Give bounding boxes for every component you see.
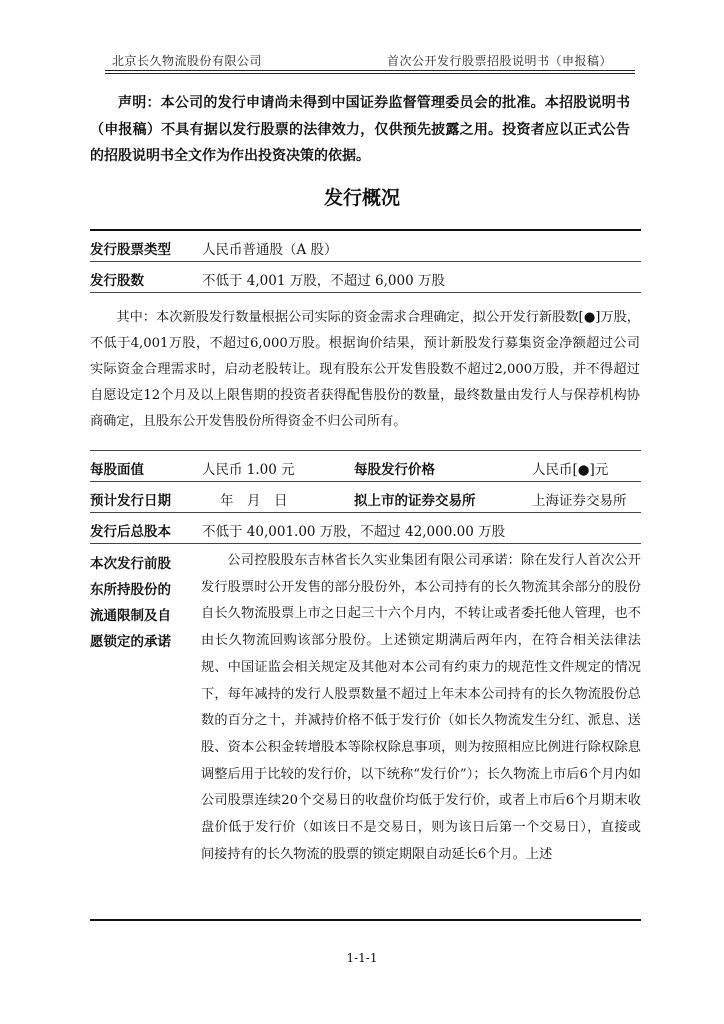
row-divider: [90, 292, 641, 293]
issue-price-value: 人民币[●]元: [532, 462, 609, 478]
lockup-label-line: 流通限制及自: [90, 608, 171, 624]
lockup-label-line: 愿锁定的承诺: [90, 634, 171, 650]
table-bottom-rule: [90, 919, 641, 921]
lockup-label-line: 本次发行前股: [90, 556, 171, 572]
row-divider: [90, 512, 641, 513]
row-divider: [90, 261, 641, 262]
share-count-note: 其中：本次新股发行数量根据公司实际的资金需求合理确定，拟公开发行新股数[●]万股，不低于4,001万股，不超过6,000万股。根据询价结果，预计新股发行募集资金净额超过公司实际资金合理需求时，启动老股转让。现有股东公开发售股数不超过2,000万股，并不得超过自愿设定12个月及以上限售期的投资者获得配售股份的数量，最终数量由发行人与保荐机构协商确定，且股东公开发售股份所得资金不归公司所有。: [90, 310, 640, 429]
par-value-value: 人民币 1.00 元: [202, 462, 295, 478]
exchange-label: 拟上市的证券交易所: [354, 493, 476, 509]
header-company: 北京长久物流股份有限公司: [112, 54, 263, 68]
lockup-label-line: 东所持股份的: [90, 582, 171, 598]
exchange-value: 上海证券交易所: [532, 493, 627, 509]
page-number: 1-1-1: [346, 951, 378, 965]
running-header: [112, 52, 612, 70]
page-title: 发行概况: [323, 187, 400, 209]
header-rule-secondary: [105, 73, 635, 74]
row-divider: [90, 450, 641, 451]
issue-date-label: 预计发行日期: [90, 493, 171, 509]
total-capital-value: 不低于 40,001.00 万股，不超过 42,000.00 万股: [202, 524, 506, 540]
stock-type-value: 人民币普通股（A 股）: [202, 242, 338, 258]
header-rule: [105, 70, 635, 71]
lockup-label: [90, 551, 198, 655]
stock-type-label: 发行股票类型: [90, 242, 171, 258]
issue-price-label: 每股发行价格: [354, 462, 435, 478]
disclaimer-statement: 声明：本公司的发行申请尚未得到中国证券监督管理委员会的批准。本招股说明书（申报稿）不具有据以发行股票的法律效力，仅供预先披露之用。投资者应以正式公告的招股说明书全文作为作出投资决策的依据。: [90, 95, 630, 164]
share-count-label: 发行股数: [90, 273, 144, 289]
header-document-title: 首次公开发行股票招股说明书（申报稿）: [386, 54, 612, 68]
row-divider: [90, 543, 641, 544]
table-top-rule: [90, 229, 641, 231]
issue-date-value: 年 月 日: [220, 493, 288, 509]
lockup-commitment-text: 公司控股股东吉林省长久实业集团有限公司承诺：除在发行人首次公开发行股票时公开发售的部分股份外，本公司持有的长久物流其余部分的股份自长久物流股票上市之日起三十六个月内，不转让或者委托他人管理，也不由长久物流回购该部分股份。上述锁定期满后两年内，在符合相关法律法规、中国证监会相关规定及其他对本公司有约束力的规范性文件规定的情况下，每年减持的发行人股票数量不超过上年末本公司持有的长久物流股份总数的百分之十，并减持价格不低于发行价（如长久物流发生分红、派息、送股、资本公积金转增股本等除权除息事项，则为按照相应比例进行除权除息调整后用于比较的发行价，以下统称“发行价”）；长久物流上市后6个月内如公司股票连续20个交易日的收盘价均低于发行价，或者上市后6个月期末收盘价低于发行价（如该日不是交易日，则为该日后第一个交易日），直接或间接持有的长久物流的股票的锁定期限自动延长6个月。上述: [201, 553, 641, 862]
row-divider: [90, 481, 641, 482]
par-value-label: 每股面值: [90, 462, 144, 478]
share-count-value: 不低于 4,001 万股，不超过 6,000 万股: [202, 273, 445, 289]
total-capital-label: 发行后总股本: [90, 524, 171, 540]
